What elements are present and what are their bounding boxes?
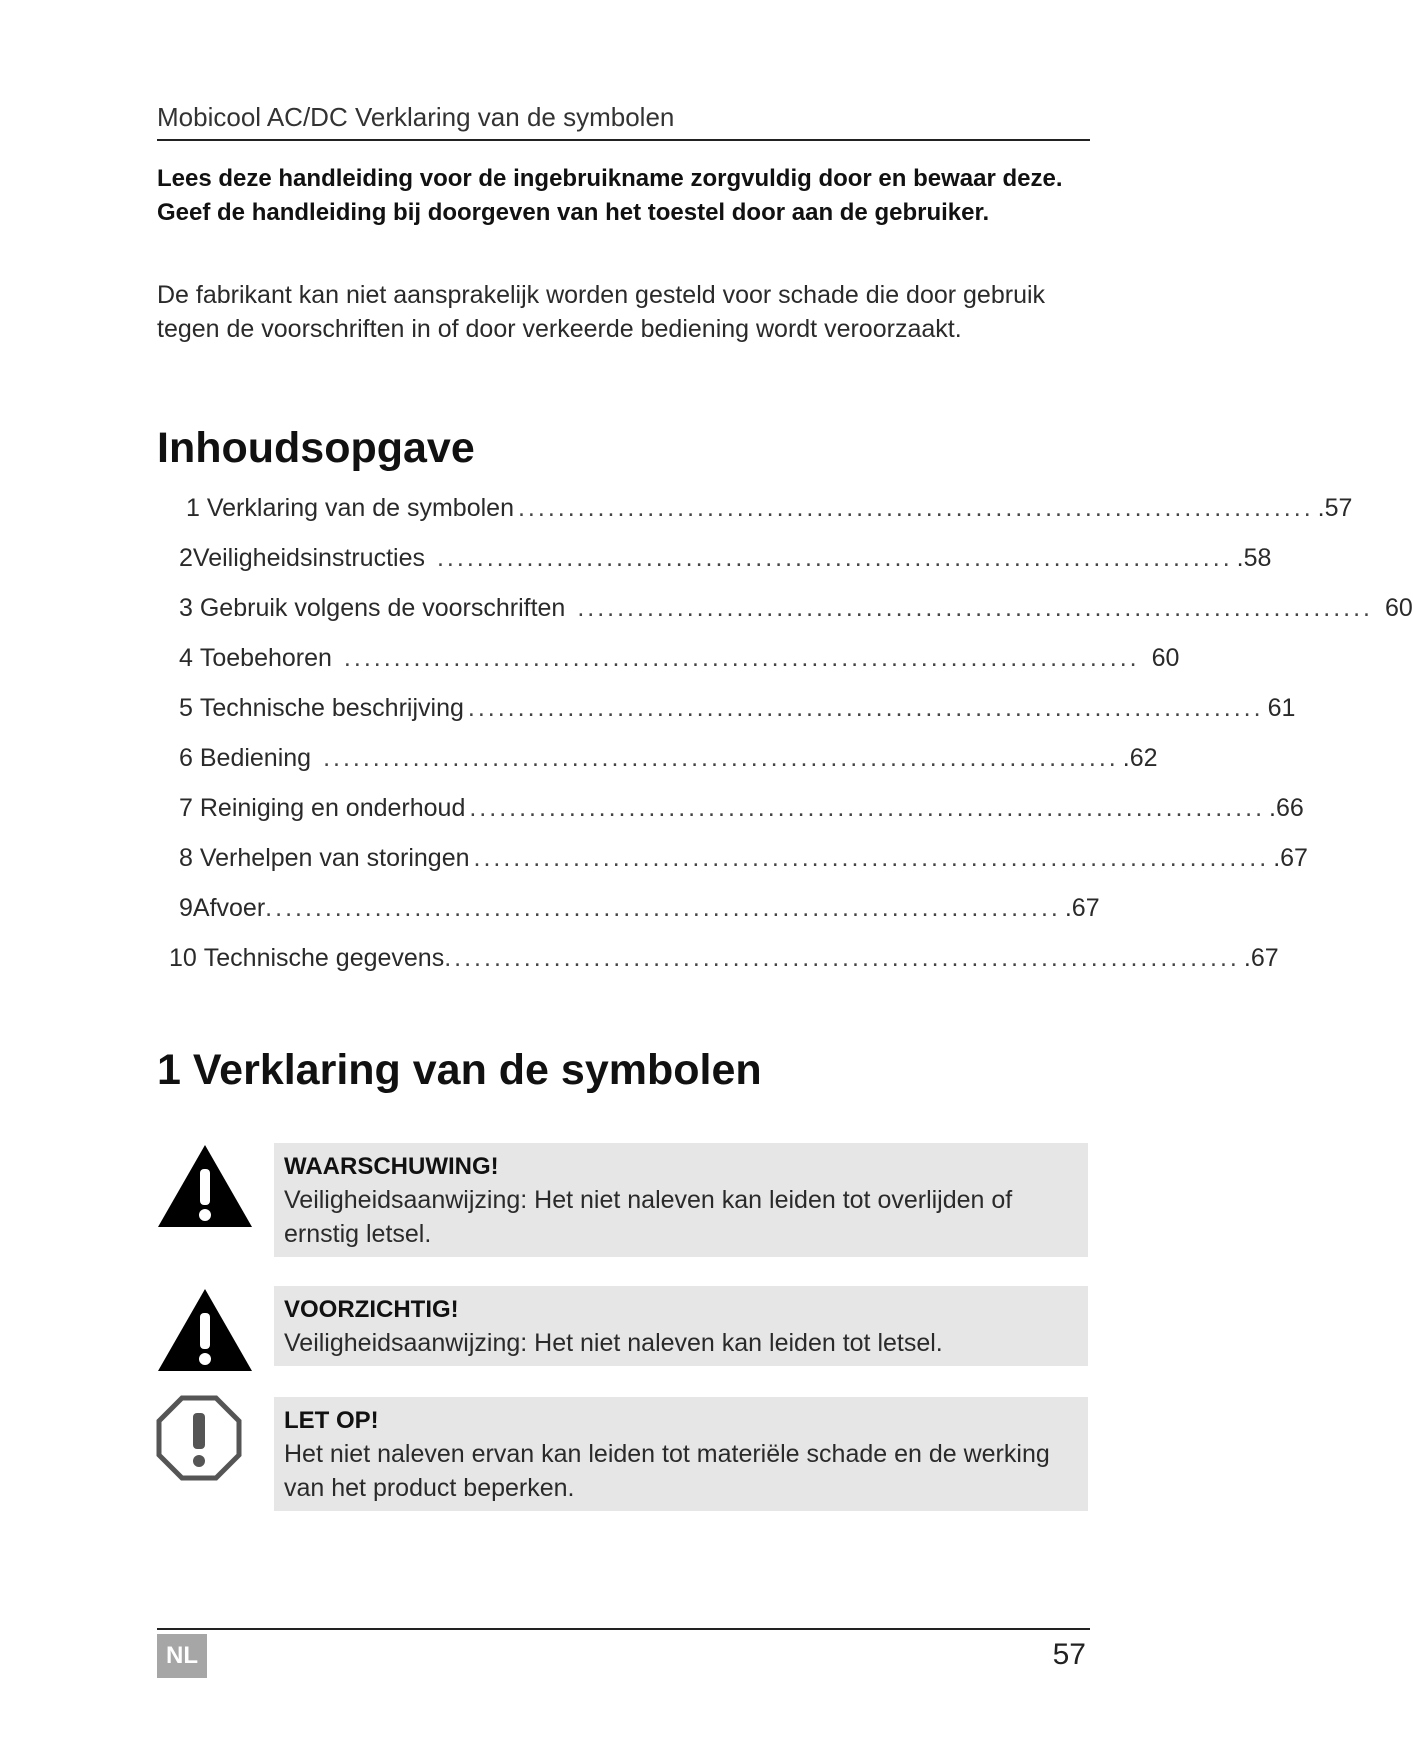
toc-item-number: 7 bbox=[179, 794, 193, 822]
toc-item-title: Bediening bbox=[199, 744, 312, 772]
intro-paragraph: De fabrikant kan niet aansprakelijk worden gesteld voor schade die door gebruik tegen de voorschriften in of door verkeerde bediening wordt veroorzaakt. bbox=[157, 281, 1046, 343]
toc-item-number: 5 bbox=[179, 694, 193, 722]
toc-item-page: .62 bbox=[1122, 744, 1158, 772]
toc-item-page: 61 bbox=[1267, 694, 1296, 722]
toc-item-number: 10 bbox=[169, 944, 197, 972]
toc-item[interactable] bbox=[179, 644, 1180, 678]
toc-leader-dots: ................................................................................ bbox=[467, 694, 1264, 722]
language-badge: NL bbox=[157, 1634, 207, 1678]
toc-leader-dots: ................................................................................ bbox=[436, 544, 1233, 572]
toc-item-title: Veiligheidsinstructies bbox=[192, 544, 425, 572]
toc-item-number: 4 bbox=[179, 644, 193, 672]
toc-item[interactable] bbox=[179, 844, 1308, 878]
toc-item-title: Toebehoren bbox=[199, 644, 332, 672]
notice-title: LET OP! bbox=[284, 1407, 379, 1434]
notice-octagon-icon bbox=[156, 1395, 242, 1481]
toc-item-page: .67 bbox=[1064, 894, 1100, 922]
toc-item-title: Reiniging en onderhoud bbox=[199, 794, 466, 822]
toc-item-number: 6 bbox=[179, 744, 193, 772]
notice-warning bbox=[274, 1143, 1088, 1257]
caution-triangle-icon bbox=[156, 1287, 254, 1373]
footer-divider bbox=[157, 1628, 1090, 1630]
running-header: Mobicool AC/DC Verklaring van de symbolen bbox=[157, 102, 1090, 141]
toc-item-title: Technische beschrijving bbox=[199, 694, 464, 722]
toc-item-page: .67 bbox=[1243, 944, 1279, 972]
toc-item-number: 2 bbox=[179, 544, 193, 572]
toc-item-number: 9 bbox=[179, 894, 193, 922]
intro-bold-paragraph: Lees deze handleiding voor de ingebruikname zorgvuldig door en bewaar deze. Geef de handleiding bij doorgeven van het toestel door aan de gebruiker. bbox=[157, 165, 1063, 226]
toc-item[interactable] bbox=[179, 894, 1100, 928]
toc-item-title: Gebruik volgens de voorschriften bbox=[199, 594, 566, 622]
toc-leader-dots: ................................................................................ bbox=[444, 944, 1240, 972]
toc-item[interactable] bbox=[179, 594, 1413, 628]
toc-item-title: Verklaring van de symbolen bbox=[206, 494, 514, 522]
toc-item[interactable] bbox=[179, 794, 1304, 828]
section-heading: 1 Verklaring van de symbolen bbox=[157, 1046, 762, 1094]
page-number: 57 bbox=[1052, 1638, 1086, 1671]
toc-leader-dots: ................................................................................ bbox=[265, 894, 1061, 922]
toc-item-title: Afvoer bbox=[192, 894, 266, 922]
notice-text: Het niet naleven ervan kan leiden tot materiële schade en de werking van het product beperken. bbox=[284, 1440, 1050, 1502]
toc-item[interactable] bbox=[179, 544, 1272, 578]
toc-leader-dots: ................................................................................ bbox=[517, 494, 1314, 522]
notice-title: VOORZICHTIG! bbox=[284, 1296, 459, 1323]
toc-leader-dots: ................................................................................ bbox=[323, 744, 1119, 772]
toc-leader-dots: ................................................................................ bbox=[343, 644, 1140, 672]
toc-item-title: Verhelpen van storingen bbox=[199, 844, 470, 872]
toc-item[interactable] bbox=[186, 494, 1353, 528]
notice-title: WAARSCHUWING! bbox=[284, 1153, 499, 1180]
notice-attention bbox=[274, 1397, 1088, 1511]
notice-text: Veiligheidsaanwijzing: Het niet naleven kan leiden tot overlijden of ernstig letsel. bbox=[284, 1186, 1013, 1248]
toc-leader-dots: ................................................................................ bbox=[577, 594, 1373, 622]
notice-text: Veiligheidsaanwijzing: Het niet naleven kan leiden tot letsel. bbox=[284, 1329, 943, 1357]
toc-item-page: 60 bbox=[1385, 594, 1413, 622]
toc-item-number: 1 bbox=[186, 494, 200, 522]
toc-item[interactable] bbox=[169, 944, 1279, 978]
notice-caution bbox=[274, 1286, 1088, 1366]
toc-item-page: .67 bbox=[1273, 844, 1308, 872]
toc-item[interactable] bbox=[179, 744, 1158, 778]
toc-leader-dots: ................................................................................ bbox=[469, 794, 1266, 822]
toc-item-page: .57 bbox=[1317, 494, 1353, 522]
toc-item-page: .58 bbox=[1236, 544, 1272, 572]
toc-item-page: 60 bbox=[1151, 644, 1180, 672]
toc-item-title: Technische gegevens bbox=[203, 944, 445, 972]
toc-item[interactable] bbox=[179, 694, 1296, 728]
toc-item-page: .66 bbox=[1269, 794, 1304, 822]
toc-item-number: 8 bbox=[179, 844, 193, 872]
toc-item-number: 3 bbox=[179, 594, 193, 622]
warning-triangle-icon bbox=[156, 1143, 254, 1229]
toc-leader-dots: ................................................................................ bbox=[473, 844, 1270, 872]
toc-heading: Inhoudsopgave bbox=[157, 424, 475, 472]
